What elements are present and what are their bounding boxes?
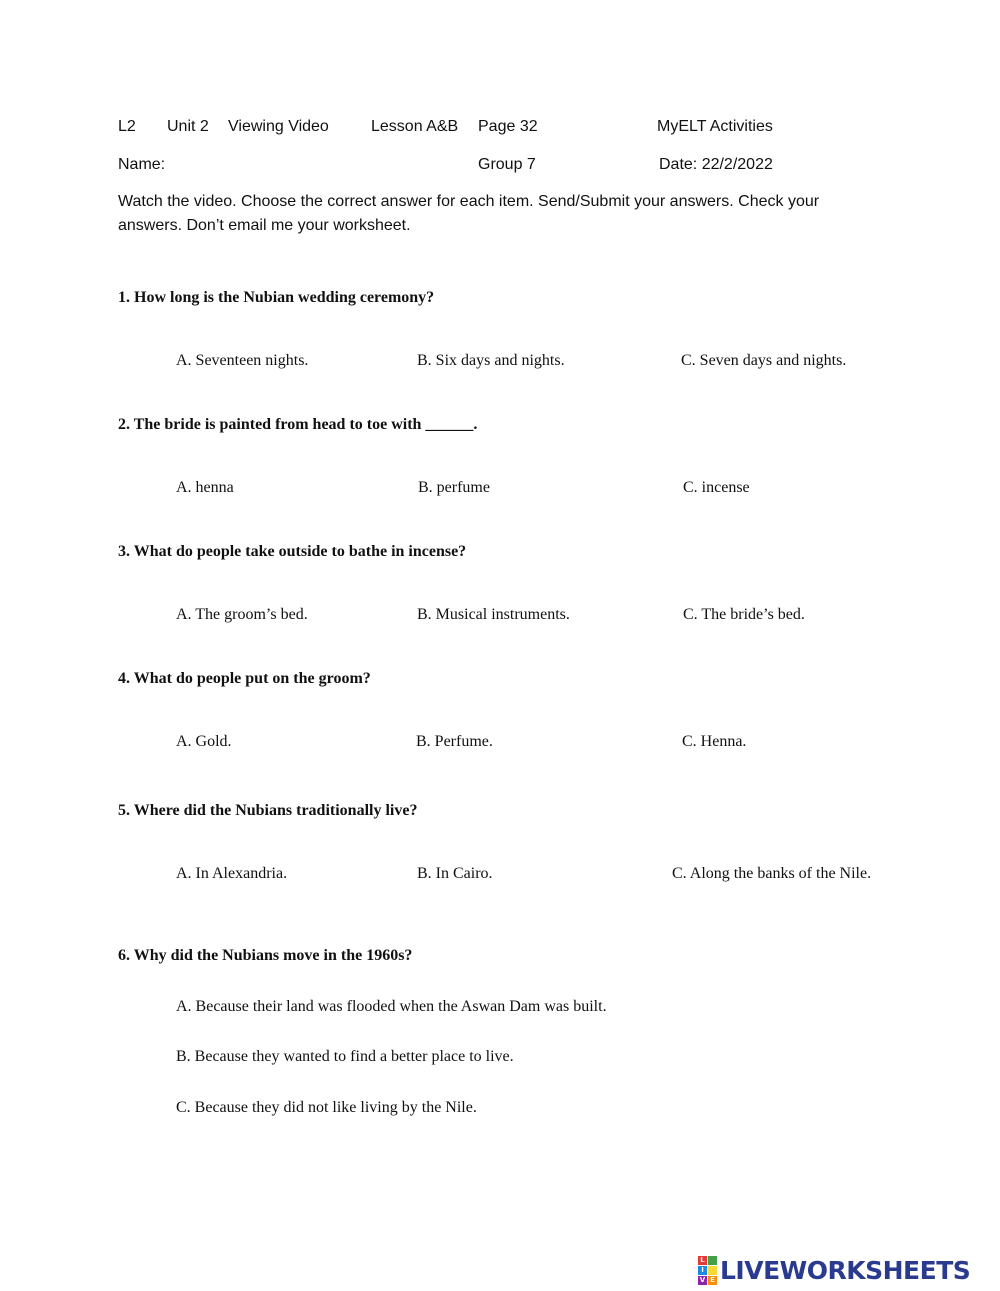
question-1-option-b[interactable]: B. Six days and nights.: [417, 352, 565, 369]
question-5-option-c[interactable]: C. Along the banks of the Nile.: [672, 865, 872, 882]
name-label: Name:: [118, 156, 166, 173]
logo-block-i: I: [698, 1266, 707, 1275]
question-1: 1. How long is the Nubian wedding ceremony?: [118, 289, 435, 306]
question-6-option-c[interactable]: C. Because they did not like living by the Nile.: [176, 1099, 477, 1116]
question-2-option-c[interactable]: C. incense: [683, 479, 750, 496]
liveworksheets-logo[interactable]: [698, 1256, 970, 1284]
question-4-option-a[interactable]: A. Gold.: [176, 733, 232, 750]
logo-blocks-icon: [698, 1256, 717, 1285]
question-1-option-c[interactable]: C. Seven days and nights.: [681, 352, 847, 369]
question-6-option-a[interactable]: A. Because their land was flooded when the Aswan Dam was built.: [176, 998, 607, 1015]
question-3: 3. What do people take outside to bathe in incense?: [118, 543, 467, 560]
question-6-option-b[interactable]: B. Because they wanted to find a better place to live.: [176, 1048, 514, 1065]
question-3-option-a[interactable]: A. The groom’s bed.: [176, 606, 308, 623]
logo-block-e: E: [708, 1276, 717, 1285]
question-4: 4. What do people put on the groom?: [118, 670, 371, 687]
question-4-option-b[interactable]: B. Perfume.: [416, 733, 493, 750]
question-5-option-b[interactable]: B. In Cairo.: [417, 865, 493, 882]
date-label: Date: 22/2/2022: [659, 156, 773, 173]
logo-block-green: [708, 1256, 717, 1265]
group-label: Group 7: [478, 156, 536, 173]
logo-block-v: V: [699, 1275, 706, 1284]
question-2-option-a[interactable]: A. henna: [176, 479, 234, 496]
header-unit: Unit 2: [167, 118, 209, 135]
question-5-option-a[interactable]: A. In Alexandria.: [176, 865, 288, 882]
question-4-option-c[interactable]: C. Henna.: [682, 733, 747, 750]
header-section: Viewing Video: [228, 118, 329, 135]
question-5: 5. Where did the Nubians traditionally live?: [118, 802, 418, 819]
logo-text: LIVEWORKSHEETS: [720, 1255, 971, 1285]
header-page: Page 32: [478, 118, 538, 135]
question-3-option-b[interactable]: B. Musical instruments.: [417, 606, 570, 623]
question-2-option-b[interactable]: B. perfume: [418, 479, 490, 496]
instructions: Watch the video. Choose the correct answer for each item. Send/Submit your answers. Check your answers. Don’t email me your worksheet.: [118, 193, 820, 234]
header-level: L2: [118, 118, 136, 135]
question-3-option-c[interactable]: C. The bride’s bed.: [683, 606, 805, 623]
question-1-option-a[interactable]: A. Seventeen nights.: [176, 352, 309, 369]
header-lesson: Lesson A&B: [371, 118, 459, 135]
question-6: 6. Why did the Nubians move in the 1960s?: [118, 947, 413, 964]
logo-block-yellow: [708, 1266, 717, 1275]
logo-block-l: L: [698, 1256, 707, 1265]
question-2: 2. The bride is painted from head to toe with ______.: [118, 416, 478, 433]
header-activities: MyELT Activities: [657, 118, 773, 135]
